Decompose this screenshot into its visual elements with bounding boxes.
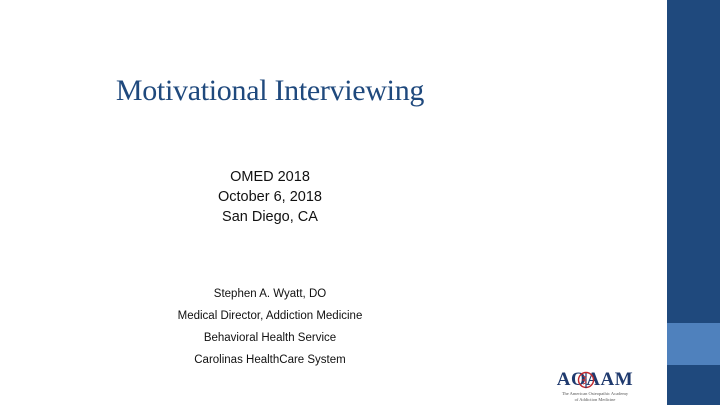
event-info <box>0 167 540 227</box>
logo-wordmark: AOAAM <box>556 369 634 390</box>
presenter-organization: Carolinas HealthCare System <box>194 354 346 366</box>
aoaam-logo <box>546 370 644 404</box>
presenter-info <box>0 283 540 371</box>
event-location: San Diego, CA <box>222 209 318 225</box>
side-bar-accent-block <box>667 323 720 365</box>
logo-caption <box>546 391 644 402</box>
event-name: OMED 2018 <box>230 169 310 185</box>
event-date: October 6, 2018 <box>218 189 322 205</box>
presenter-name: Stephen A. Wyatt, DO <box>213 288 327 300</box>
presenter-department: Behavioral Health Service <box>203 332 337 344</box>
presenter-role: Medical Director, Addiction Medicine <box>177 310 363 322</box>
slide-title: Motivational Interviewing <box>115 74 425 107</box>
caduceus-icon <box>576 370 596 390</box>
logo-caption-line1: The American Osteopathic Academy <box>561 391 629 396</box>
logo-caption-line2: of Addiction Medicine <box>574 396 616 402</box>
